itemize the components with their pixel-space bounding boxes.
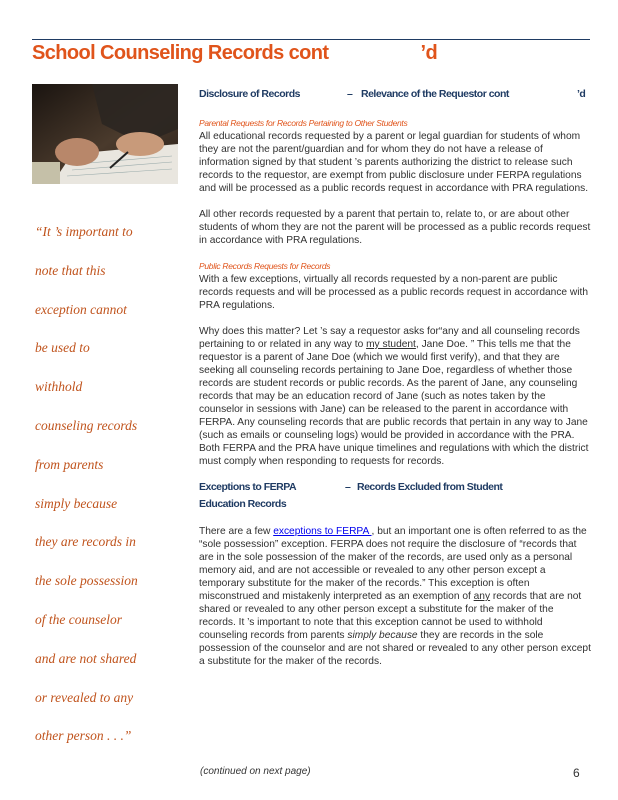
heading-part: ’d [577, 88, 586, 100]
exceptions-to-ferpa-link[interactable]: exceptions to FERPA [273, 526, 372, 537]
pull-quote-line: the sole possession [35, 573, 138, 589]
pull-quote-line: withhold [35, 379, 83, 395]
underlined-text: my student [366, 339, 416, 350]
heading-part: Exceptions to FERPA [199, 481, 297, 493]
continued-note: (continued on next page) [200, 766, 311, 777]
paragraph: All other records requested by a parent that pertain to, relate to, or are about other students of whom they are not the parent will be processed as a public records request in accordance with PRA regulations. [199, 209, 591, 246]
text-run: There are a few [199, 526, 274, 537]
pull-quote-line: they are records in [35, 534, 136, 550]
paragraph-sole-possession [199, 525, 591, 668]
page-title: School Counseling Records cont ’d [32, 42, 438, 64]
photo-writing-hands [32, 84, 178, 184]
heading-part: Relevance of the Requestor cont [361, 88, 509, 100]
subheading-parental-requests: Parental Requests for Records Pertaining to Other Students [199, 118, 408, 128]
text-run: records that are not shared or revealed to any other person except a substitute for the maker of the records. It ’s important to note that this exception cannot be used to withhold counseling records from parents [199, 591, 582, 641]
text-run: , but an important one is often referred to as the “sole possession” exception. FERPA does not require the disclosure of “records that are in the sole possession of the maker of the records, are used only as a personal memory aid, and are not accessible or revealed to any other person except a temporary substitute for the maker of the records.” This exception is often misconstrued and mistakenly interpreted as an exemption of [199, 526, 587, 602]
header-rule [32, 39, 590, 40]
section-heading-disclosure [199, 88, 591, 101]
pull-quote-line: of the counselor [35, 611, 122, 627]
pull-quote-line: note that this [35, 262, 106, 278]
text-run: , Jane Doe. ” This tells me that the requestor is a parent of Jane Doe (which we would first verify), and that they are seeking all counseling records pertaining to Jane Doe, regardless of whether those records are student records or public records. As the parent of Jane, any counseling records that may be an education record of Jane (such as notes taken by the counselor in sessions with Jane) can be released to the parent in accordance with FERPA. Any counseling records that are public records that pertain in any way to Jane (such as emails or counseling logs) would be provided in accordance with the PRA. Both FERPA and the PRA have unique timelines and regulations with which the district must comply when responding to requests for records. [199, 339, 589, 467]
italic-text: simply because [347, 630, 418, 641]
pull-quote-line: simply because [35, 495, 118, 511]
pull-quote-line: “It ’s important to [35, 224, 133, 239]
pull-quote-line: and are not shared [35, 650, 137, 666]
pull-quote [35, 222, 185, 765]
heading-part: Records Excluded from Student [357, 481, 503, 493]
heading-part: Disclosure of Records [199, 88, 300, 100]
pull-quote-line: exception cannot [35, 301, 127, 317]
text-run: Why does this matter? Let ’s say a requestor asks for“any and all counseling records pertaining to or related in any way to [199, 326, 580, 350]
paragraph: All educational records requested by a parent or legal guardian for students of whom they are not the parent/guardian and for whom they do not have a release of information signed by that student ’s parents authorizing the district to release such records to the requestor, are exempt from public disclosure under FERPA regulations and will be processed as a public records request in accordance with PRA regulations. [199, 131, 589, 194]
paragraph: With a few exceptions, virtually all records requested by a non-parent are public records requests and will be processed as a public records request in accordance with PRA regulations. [199, 274, 589, 311]
pull-quote-line: or revealed to any [35, 689, 134, 705]
pull-quote-line: counseling records [35, 417, 138, 433]
heading-dash: – [345, 481, 351, 493]
pull-quote-line: from parents [35, 456, 104, 472]
page-number: 6 [573, 766, 580, 780]
text-run: they are records in the sole possession of the counselor and are not shared or revealed to any other person except a substitute for the maker of the records. [199, 630, 591, 667]
pull-quote-line: other person . . .” [35, 728, 132, 744]
heading-dash: – [347, 88, 353, 100]
underlined-text: any [473, 591, 491, 602]
paragraph-why-matters [199, 325, 591, 468]
section-heading-exceptions-line2 [199, 498, 591, 511]
subheading-public-records: Public Records Requests for Records [199, 261, 331, 271]
pull-quote-line: be used to [35, 340, 90, 356]
heading-part: Education Records [199, 498, 287, 510]
main-content [199, 84, 591, 668]
section-heading-exceptions [199, 481, 591, 494]
